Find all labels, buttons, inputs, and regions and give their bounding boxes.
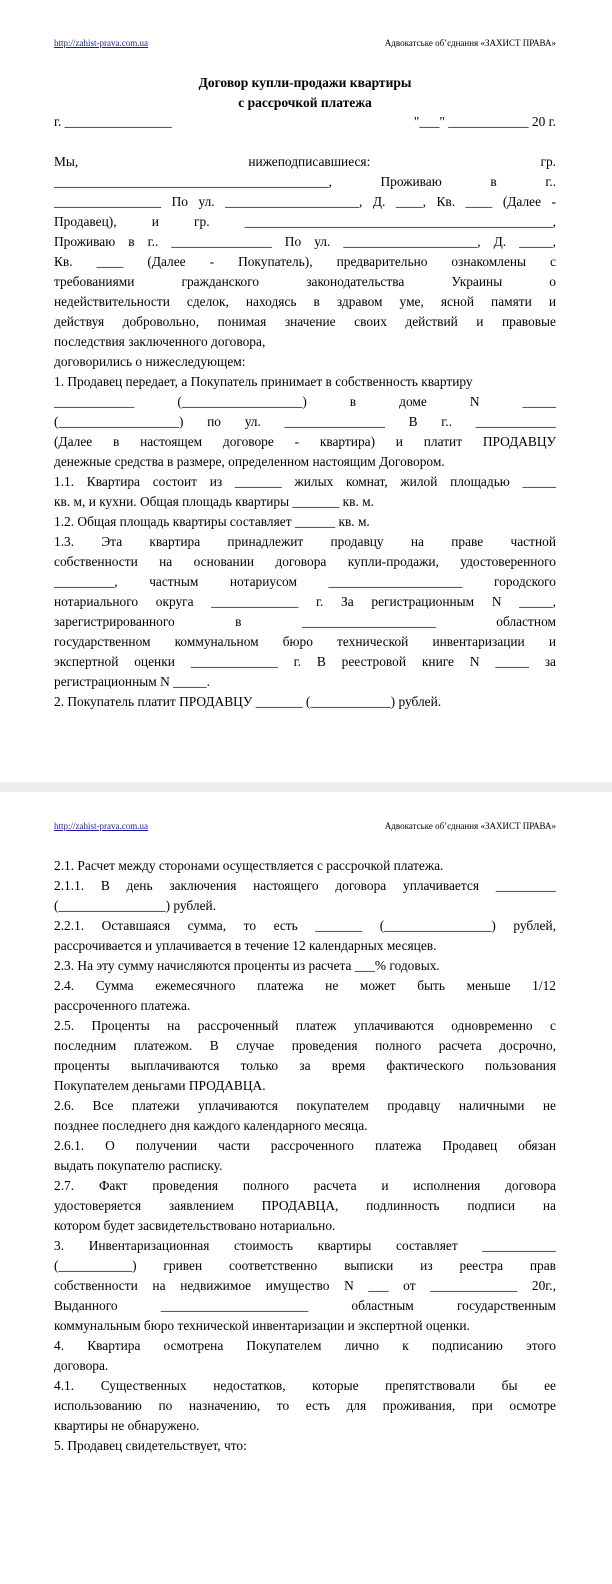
text-line: ____________ (__________________) в доме N _____ xyxy=(54,394,556,409)
text-line: квартиры не обнаружено. xyxy=(54,1418,200,1433)
text-line: 1.2. Общая площадь квартиры составляет ______ кв. м. xyxy=(54,514,370,529)
text-line: 2.6.1. О получении части рассроченного платежа Продавец обязан xyxy=(54,1138,556,1153)
text-line: 2.3. На эту сумму начисляются проценты из расчета ___% годовых. xyxy=(54,958,440,973)
page-header xyxy=(54,37,556,49)
text-line: рассрочивается и уплачивается в течение 12 календарных месяцев. xyxy=(54,938,437,953)
text-line: позднее последнего дня каждого календарного месяца. xyxy=(54,1118,368,1133)
text-line: 2.2.1. Оставшаяся сумма, то есть _______ (________________) рублей, xyxy=(54,918,556,933)
text-line: 1. Продавец передает, а Покупатель принимает в собственность квартиру xyxy=(54,374,473,389)
text-line: (___________) гривен соответственно выписки из реестра прав xyxy=(54,1258,556,1273)
text-line: 2.6. Все платежи уплачиваются покупателем продавцу наличными не xyxy=(54,1098,556,1113)
title-line-2: с рассрочкой платежа xyxy=(238,95,372,110)
text-line: _________________________________________, Проживаю в г.. xyxy=(54,174,556,189)
text-line: регистрационным N _____. xyxy=(54,674,210,689)
text-line: Кв. ____ (Далее - Покупатель), предварительно ознакомлены с xyxy=(54,254,556,269)
text-line: собственности на основании договора купли-продажи, удостоверенного xyxy=(54,554,556,569)
header-link[interactable]: http://zahist-prava.com.ua xyxy=(54,38,148,48)
title-line-1: Договор купли-продажи квартиры xyxy=(198,75,412,90)
text-line: Мы, нижеподписавшиеся: гр. xyxy=(54,154,556,169)
text-line: 2.4. Сумма ежемесячного платежа не может быть меньше 1/12 xyxy=(54,978,556,993)
text-line: 2.1. Расчет между сторонами осуществляется с рассрочкой платежа. xyxy=(54,858,444,873)
page-1-paragraphs xyxy=(54,152,556,712)
text-line: ________________ По ул. ____________________, Д. ____, Кв. ____ (Далее - xyxy=(54,194,556,209)
text-line: государственном коммунальном бюро технической инвентаризации и xyxy=(54,634,556,649)
text-line: 4. Квартира осмотрена Покупателем лично к подписанию этого xyxy=(54,1338,556,1353)
text-line: использованию по назначению, то есть для проживания, при осмотре xyxy=(54,1398,556,1413)
text-line: 2.7. Факт проведения полного расчета и исполнения договора xyxy=(54,1178,556,1193)
text-line: Покупателем деньгами ПРОДАВЦА. xyxy=(54,1078,266,1093)
text-line: последним платежом. В случае проведения полного расчета досрочно, xyxy=(54,1038,556,1053)
document-page-1 xyxy=(0,0,612,782)
text-line: (Далее в настоящем договоре - квартира) и платит ПРОДАВЦУ xyxy=(54,434,556,449)
contract-body-page-2 xyxy=(54,856,556,1456)
page-header xyxy=(54,820,556,832)
text-line: последствия заключенного договора, xyxy=(54,334,266,349)
text-line: _________, частным нотариусом ____________________ городского xyxy=(54,574,556,589)
text-line: Выданного ______________________ областным государственным xyxy=(54,1298,556,1313)
text-line: (__________________) по ул. _______________ В г.. ____________ xyxy=(54,414,556,429)
text-line: договорились о нижеследующем: xyxy=(54,354,246,369)
text-line: Продавец), и гр. ______________________________________________, xyxy=(54,214,556,229)
text-line: экспертной оценки _____________ г. В реестровой книге N _____ за xyxy=(54,654,556,669)
text-line: нотариального округа _____________ г. За регистрационным N _____, xyxy=(54,594,556,609)
text-line: удостоверяется заявлением ПРОДАВЦА, подлинность подписи на xyxy=(54,1198,556,1213)
contract-body-page-1 xyxy=(54,112,556,712)
text-line: зарегистрированного в ____________________ областном xyxy=(54,614,556,629)
city-field: г. ________________ xyxy=(54,114,172,129)
text-line: 2.5. Проценты на рассроченный платеж уплачиваются одновременно с xyxy=(54,1018,556,1033)
text-line: котором будет засвидетельствовано нотариально. xyxy=(54,1218,336,1233)
text-line: требованиями гражданского законодательства Украины о xyxy=(54,274,556,289)
text-line: Проживаю в г.. _______________ По ул. ____________________, Д. _____, xyxy=(54,234,556,249)
document-page-2 xyxy=(0,792,612,1584)
text-line: 2. Покупатель платит ПРОДАВЦУ _______ (____________) рублей. xyxy=(54,694,442,709)
text-line: 1.3. Эта квартира принадлежит продавцу на праве частной xyxy=(54,534,556,549)
place-date-line xyxy=(54,112,556,132)
header-link[interactable]: http://zahist-prava.com.ua xyxy=(54,821,148,831)
text-line: рассроченного платежа. xyxy=(54,998,191,1013)
spacer xyxy=(54,132,556,152)
text-line: выдать покупателю расписку. xyxy=(54,1158,223,1173)
text-line: собственности на недвижимое имущество N ___ от _____________ 20г., xyxy=(54,1278,556,1293)
header-organization: Адвокатське об’єднання «ЗАХИСТ ПРАВА» xyxy=(384,38,556,48)
text-line: договора. xyxy=(54,1358,109,1373)
text-line: (________________) рублей. xyxy=(54,898,217,913)
text-line: 2.1.1. В день заключения настоящего договора уплачивается _________ xyxy=(54,878,556,893)
text-line: денежные средства в размере, определенном настоящим Договором. xyxy=(54,454,445,469)
text-line: 4.1. Существенных недостатков, которые препятствовали бы ее xyxy=(54,1378,556,1393)
text-line: кв. м, и кухни. Общая площадь квартиры _______ кв. м. xyxy=(54,494,374,509)
text-line: действуя добровольно, понимая значение своих действий и правовые xyxy=(54,314,556,329)
date-field: "___" ____________ 20 г. xyxy=(413,114,556,129)
text-line: 3. Инвентаризационная стоимость квартиры составляет ___________ xyxy=(54,1238,556,1253)
text-line: недействительности сделок, находясь в здравом уме, ясной памяти и xyxy=(54,294,556,309)
text-line: 1.1. Квартира состоит из _______ жилых комнат, жилой площадью _____ xyxy=(54,474,556,489)
text-line: коммунальным бюро технической инвентаризации и экспертной оценки. xyxy=(54,1318,470,1333)
document-title xyxy=(54,73,556,113)
text-line: проценты выплачиваются только за время фактического пользования xyxy=(54,1058,556,1073)
text-line: 5. Продавец свидетельствует, что: xyxy=(54,1438,247,1453)
header-organization: Адвокатське об’єднання «ЗАХИСТ ПРАВА» xyxy=(384,821,556,831)
page-2-paragraphs xyxy=(54,856,556,1456)
